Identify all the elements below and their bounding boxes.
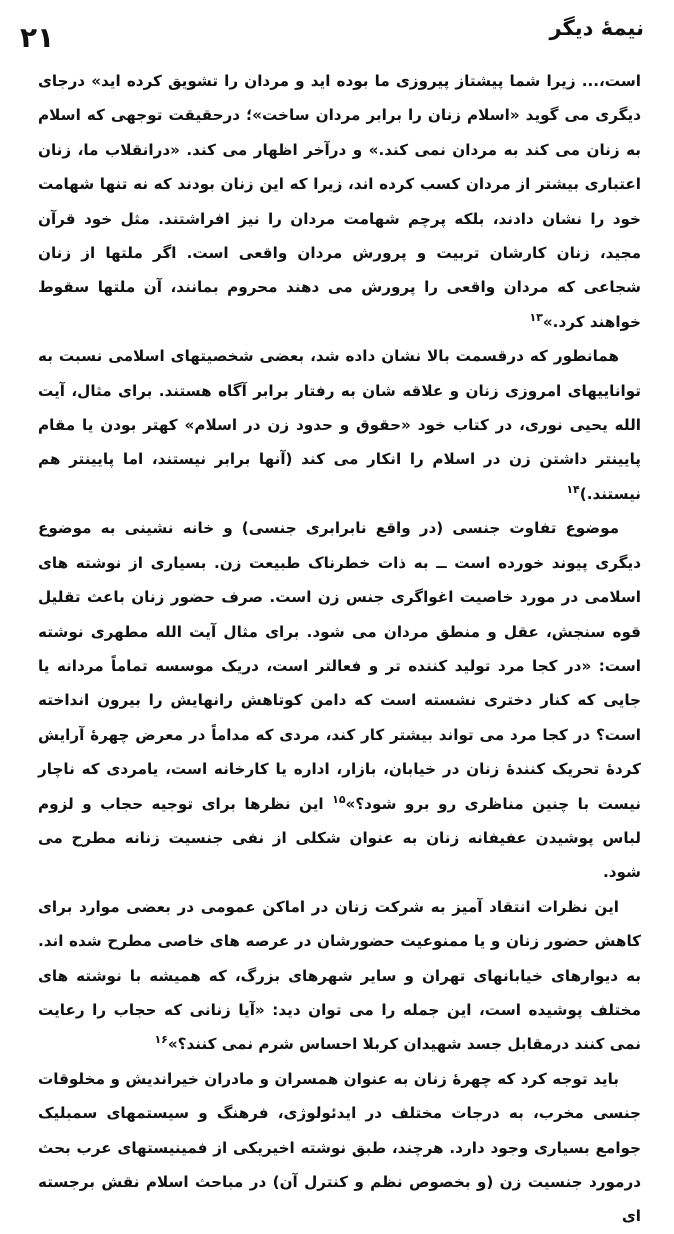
paragraph-5-text: باید توجه کرد که چهرهٔ زنان به عنوان همسران و مادران خیراندیش و مخلوقات جنسی مخرب، به درجات مختلف در ایدئولوژی، فرهنگ و سیستمهای سمبلیک جوامع بسیاری وجود دارد. هرچند، طبق نوشته اخیریکی از فمینیستهای عرب بحث درمورد جنسیت زن (و بخصوص نظم و کنترل آن) در مباحث اسلام نقش برجسته ای — [38, 1069, 641, 1226]
footnote-marker-14: ۱۴ — [566, 482, 580, 496]
paragraph-3-text: موضوع تفاوت جنسی (در واقع نابرابری جنسی) و خانه نشینی به موضوع دیگری پیوند خورده است ــ به ذات خطرناک طبیعت زن. بسیاری از نوشته های اسلامی در مورد خاصیت اغواگری جنس زن است. صرف حضور زنان باعث تقلیل قوه سنجش، عقل و منطق مردان می شود. برای مثال آیت الله مطهری نوشته است: «در کجا مرد تولید کننده تر و فعالتر است، دریک موسسه تماماً مردانه یا جایی که کنار دختری نشسته است که دامن کوتاهش رانهایش را بیرون انداخته است؟ در کجا مرد می تواند بیشتر کار کند، مردی که مداماً در معرض چهرهٔ آرایش کردهٔ تحریک کنندهٔ زنان در خیابان، بازار، اداره یا کارخانه است، یامردی که ناچار نیست با چنین مناظری رو برو شود؟» — [38, 519, 642, 813]
paragraph-3 — [38, 511, 641, 889]
body-text — [38, 64, 641, 1234]
running-title: نیمهٔ دیگر — [549, 16, 644, 40]
page-number: ۲۱ — [20, 21, 55, 54]
paragraph-1 — [38, 64, 641, 339]
paragraph-2-text: همانطور که درقسمت بالا نشان داده شد، بعضی شخصیتهای اسلامی نسبت به تواناییهای امروزی زنان و علاقه شان به رفتار برابر آگاه هستند. برای مثال، آیت الله یحیی نوری، در کتاب خود «حقوق و حدود زن در اسلام» کهتر بودن یا مقام پایینتر داشتن زن در اسلام را انکار می کند (آنها برابر نیستند، اما پایینتر هم نیستند.) — [38, 347, 641, 503]
footnote-marker-15: ۱۵ — [332, 792, 346, 806]
page-header — [20, 8, 644, 54]
paragraph-2 — [38, 339, 641, 511]
paragraph-4-text: این نظرات انتقاد آمیز به شرکت زنان در اماکن عمومی در بعضی موارد برای کاهش حضور زنان و یا ممنوعیت حضورشان در عرصه های خاصی مطرح شده اند. به دیوارهای خیابانهای تهران و سایر شهرهای بزرگ، که همیشه با نوشته های مختلف پوشیده است، این جمله را می توان دید: «آیا زنانی که حجاب را رعایت نمی کنند درمقابل جسد شهیدان کربلا احساس شرم نمی کنند؟» — [38, 897, 641, 1054]
footnote-marker-13: ۱۳ — [529, 310, 543, 324]
paragraph-3-continuation: این نظرها برای توجیه حجاب و لزوم لباس پوشیدن عفیفانه زنان به عنوان شکلی از نفی جنسیت زنانه مطرح می شود. — [38, 794, 641, 882]
paragraph-1-text: است،... زیرا شما پیشتاز پیروزی ما بوده اید و مردان را تشویق کرده اید» درجای دیگری می گوید «اسلام زنان را برابر مردان ساخت»؛ درحقیقت توجهی که اسلام به زنان می کند به مردان نمی کند.» و درآخر اظهار می کند. «درانقلاب ما، زنان اعتباری بیشتر از مردان کسب کرده اند، زیرا که این زنان بودند که نه تنها شهامت خود را نشان دادند، بلکه پرچم شهامت مردان را نیز افراشتند. مثل خود قرآن مجید، زنان کارشان تربیت و پرورش مردان واقعی است. اگر ملتها از زنان شجاعی که مردان واقعی را پرورش می دهند محروم بمانند، آن ملتها سقوط خواهند کرد.» — [38, 72, 641, 331]
paragraph-5 — [38, 1062, 641, 1234]
footnote-marker-16: ۱۶ — [154, 1033, 168, 1047]
paragraph-4 — [38, 890, 641, 1062]
